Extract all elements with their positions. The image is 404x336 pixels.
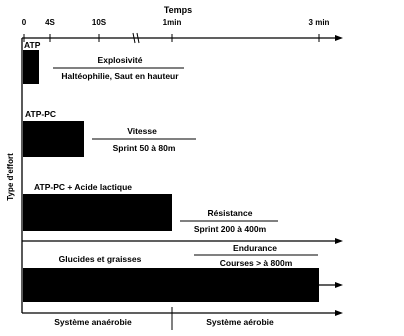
bar-label-atp-pc: ATP-PC <box>25 109 57 119</box>
time-tick-label-3min: 3 min <box>308 18 330 27</box>
time-tick-label-10s: 10S <box>91 18 107 27</box>
bar-atp-pc-lactique <box>23 194 172 231</box>
category-vitesse: Vitesse <box>127 126 157 136</box>
aerobic-section-divider-arrowhead <box>335 238 343 244</box>
endurance-continuation-arrowhead <box>335 282 343 288</box>
examples-explosivite: Haltéophilie, Saut en hauteur <box>61 71 179 81</box>
category-endurance: Endurance <box>233 243 277 253</box>
bar-label-atp-pc-lactique: ATP-PC + Acide lactique <box>34 182 133 192</box>
bar-atp-pc <box>23 121 84 157</box>
system-anaerobic-label: Système anaérobie <box>54 317 132 327</box>
system-aerobic-label: Système aérobie <box>206 317 274 327</box>
examples-endurance: Courses > à 800m <box>219 258 293 268</box>
time-tick-label-0: 0 <box>21 18 27 27</box>
time-axis-arrowhead <box>335 35 343 41</box>
bar-label-glucides-graisses: Glucides et graisses <box>58 254 142 264</box>
category-resistance: Résistance <box>207 208 253 218</box>
time-tick-label-1min: 1min <box>162 18 182 27</box>
bar-label-atp: ATP <box>24 40 41 50</box>
examples-vitesse: Sprint 50 à 80m <box>112 143 176 153</box>
bar-atp <box>23 50 39 84</box>
time-axis-title: Temps <box>163 5 193 15</box>
category-explosivite: Explosivité <box>97 55 143 65</box>
system-axis-arrowhead <box>335 310 343 316</box>
effort-axis-label: Type d'effort <box>6 153 15 201</box>
examples-resistance: Sprint 200 à 400m <box>193 224 267 234</box>
time-tick-label-4s: 4S <box>45 18 55 27</box>
bar-glucides-graisses <box>23 268 319 302</box>
